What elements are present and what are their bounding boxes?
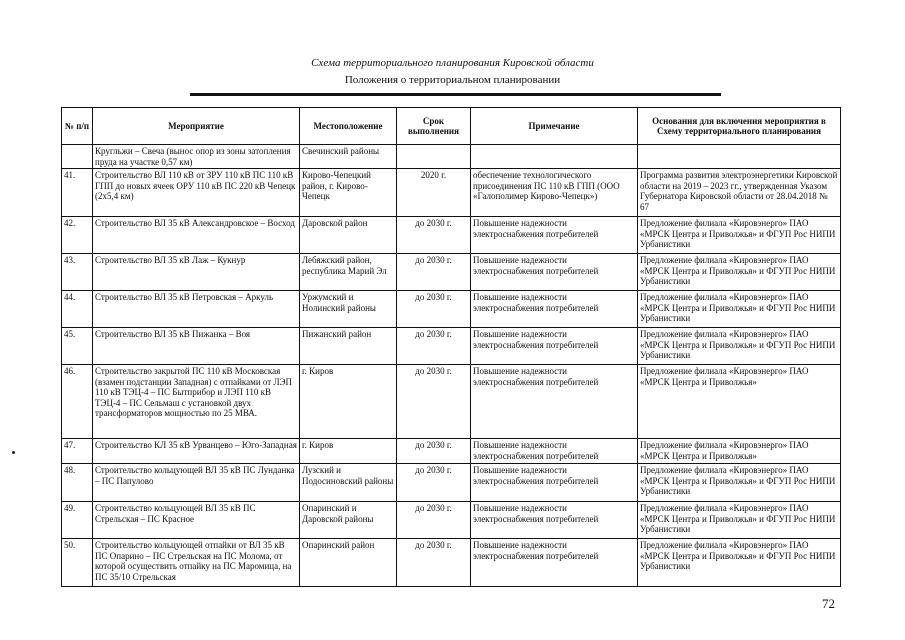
col-header-note: Примечание xyxy=(471,108,638,145)
cell-num: 44. xyxy=(62,291,93,328)
cell-basis xyxy=(638,145,841,169)
cell-num: 41. xyxy=(62,169,93,217)
document-title: Схема территориального планирования Кировской области xyxy=(311,57,594,69)
cell-event: Кругльжи – Свеча (вынос опор из зоны затопления пруда на участке 0,57 км) xyxy=(93,145,300,169)
table-row xyxy=(62,539,841,587)
cell-event: Строительство закрытой ПС 110 кВ Московская (взамен подстанции Западная) с отпайками от ЛЭП 110 кВ ТЭЦ-4 – ПС Бытприбор и ЛЭП 110 кВ ТЭЦ-4 – ПС Сельмаш с установкой двух трансформаторов мощностью по 25 МВА. xyxy=(93,365,300,439)
col-header-num: № п/п xyxy=(62,108,93,145)
cell-basis: Предложение филиала «Кировэнерго» ПАО «МРСК Центра и Приволжья» xyxy=(638,365,841,439)
cell-basis: Предложение филиала «Кировэнерго» ПАО «МРСК Центра и Приволжья» и ФГУП Рос НИПИ Урбанистики xyxy=(638,328,841,365)
cell-basis: Предложение филиала «Кировэнерго» ПАО «МРСК Центра и Приволжья» и ФГУП Рос НИПИ Урбанистики xyxy=(638,217,841,254)
cell-note: Повышение надежности электроснабжения потребителей xyxy=(471,291,638,328)
cell-note: Повышение надежности электроснабжения потребителей xyxy=(471,328,638,365)
cell-term: до 2030 г. xyxy=(397,291,471,328)
cell-location: г. Киров xyxy=(300,439,397,464)
cell-term: до 2030 г. xyxy=(397,502,471,539)
cell-term xyxy=(397,145,471,169)
cell-location: Пижанский район xyxy=(300,328,397,365)
cell-num: 49. xyxy=(62,502,93,539)
cell-note: Повышение надежности электроснабжения потребителей xyxy=(471,217,638,254)
table-row xyxy=(62,502,841,539)
cell-location: Лебяжский район, республика Марий Эл xyxy=(300,254,397,291)
cell-event: Строительство ВЛ 35 кВ Пижанка – Воя xyxy=(93,328,300,365)
cell-basis: Предложение филиала «Кировэнерго» ПАО «МРСК Центра и Приволжья» и ФГУП Рос НИПИ Урбанистики xyxy=(638,254,841,291)
measures-table xyxy=(61,107,841,587)
cell-note: Повышение надежности электроснабжения потребителей xyxy=(471,439,638,464)
cell-term: до 2030 г. xyxy=(397,464,471,502)
cell-event: Строительство ВЛ 35 кВ Александровское – Восход xyxy=(93,217,300,254)
page-number: 72 xyxy=(822,596,835,611)
col-header-basis: Основания для включения мероприятия в Схему территориального планирования xyxy=(638,108,841,145)
cell-location: Опаринский район xyxy=(300,539,397,587)
cell-term: до 2030 г. xyxy=(397,254,471,291)
cell-event: Строительство КЛ 35 кВ Урванцево – Юго-Западная xyxy=(93,439,300,464)
cell-num: 50. xyxy=(62,539,93,587)
table-row xyxy=(62,145,841,169)
table-row xyxy=(62,217,841,254)
cell-event: Строительство кольцующей ВЛ 35 кВ ПС Лунданка – ПС Папулово xyxy=(93,464,300,502)
cell-location: Лузский и Подосиновский районы xyxy=(300,464,397,502)
header-rule xyxy=(190,93,721,96)
cell-note: Повышение надежности электроснабжения потребителей xyxy=(471,254,638,291)
cell-term: до 2030 г. xyxy=(397,328,471,365)
cell-location: Даровской район xyxy=(300,217,397,254)
cell-num: 47. xyxy=(62,439,93,464)
cell-num: 45. xyxy=(62,328,93,365)
cell-term: до 2030 г. xyxy=(397,439,471,464)
cell-num xyxy=(62,145,93,169)
cell-note: Повышение надежности электроснабжения потребителей xyxy=(471,464,638,502)
table-row xyxy=(62,169,841,217)
cell-location: Кирово-Чепецкий район, г. Кирово-Чепецк xyxy=(300,169,397,217)
cell-note: Повышение надежности электроснабжения потребителей xyxy=(471,539,638,587)
table-row xyxy=(62,439,841,464)
col-header-location: Местоположение xyxy=(300,108,397,145)
cell-note: Повышение надежности электроснабжения потребителей xyxy=(471,365,638,439)
cell-basis: Предложение филиала «Кировэнерго» ПАО «МРСК Центра и Приволжья» xyxy=(638,439,841,464)
cell-term: до 2030 г. xyxy=(397,539,471,587)
cell-num: 42. xyxy=(62,217,93,254)
cell-basis: Предложение филиала «Кировэнерго» ПАО «МРСК Центра и Приволжья» и ФГУП Рос НИПИ Урбанистики xyxy=(638,539,841,587)
scan-speck xyxy=(12,451,15,454)
document-subtitle: Положения о территориальном планировании xyxy=(344,74,561,86)
table-row xyxy=(62,365,841,439)
cell-event: Строительство кольцующей ВЛ 35 кВ ПС Стрельская – ПС Красное xyxy=(93,502,300,539)
table-header-row xyxy=(62,108,841,145)
cell-location: Опаринский и Даровской районы xyxy=(300,502,397,539)
col-header-term: Срок выполнения xyxy=(397,108,471,145)
cell-basis: Предложение филиала «Кировэнерго» ПАО «МРСК Центра и Приволжья» и ФГУП Рос НИПИ Урбанистики xyxy=(638,291,841,328)
cell-note xyxy=(471,145,638,169)
cell-location: г. Киров xyxy=(300,365,397,439)
cell-event: Строительство ВЛ 110 кВ от ЗРУ 110 кВ ПС 110 кВ ГПП до новых ячеек ОРУ 110 кВ ПС 220 кВ Чепецк (2х5,4 км) xyxy=(93,169,300,217)
cell-term: 2020 г. xyxy=(397,169,471,217)
cell-location: Свечинский районы xyxy=(300,145,397,169)
cell-note: Повышение надежности электроснабжения потребителей xyxy=(471,502,638,539)
col-header-event: Мероприятие xyxy=(93,108,300,145)
cell-event: Строительство ВЛ 35 кВ Петровская – Аркуль xyxy=(93,291,300,328)
cell-event: Строительство ВЛ 35 кВ Лаж – Кукнур xyxy=(93,254,300,291)
cell-term: до 2030 г. xyxy=(397,365,471,439)
cell-num: 46. xyxy=(62,365,93,439)
cell-num: 48. xyxy=(62,464,93,502)
table-row xyxy=(62,254,841,291)
cell-num: 43. xyxy=(62,254,93,291)
cell-basis: Предложение филиала «Кировэнерго» ПАО «МРСК Центра и Приволжья» и ФГУП Рос НИПИ Урбанистики xyxy=(638,464,841,502)
table-row xyxy=(62,328,841,365)
table-row xyxy=(62,464,841,502)
table-row xyxy=(62,291,841,328)
cell-basis: Программа развития электроэнергетики Кировской области на 2019 – 2023 гг., утвержденная Указом Губернатора Кировской области от 28.04.2018 № 67 xyxy=(638,169,841,217)
cell-event: Строительство кольцующей отпайки от ВЛ 35 кВ ПС Опарино – ПС Стрельская на ПС Молома, от которой осуществить отпайку на ПС Маромица, на ПС 35/10 Стрельская xyxy=(93,539,300,587)
cell-note: обеспечение технологического присоединения ПС 110 кВ ГПП (ООО «Галополимер Кирово-Чепецк») xyxy=(471,169,638,217)
cell-basis: Предложение филиала «Кировэнерго» ПАО «МРСК Центра и Приволжья» и ФГУП Рос НИПИ Урбанистики xyxy=(638,502,841,539)
cell-term: до 2030 г. xyxy=(397,217,471,254)
cell-location: Уржумский и Нолинский районы xyxy=(300,291,397,328)
